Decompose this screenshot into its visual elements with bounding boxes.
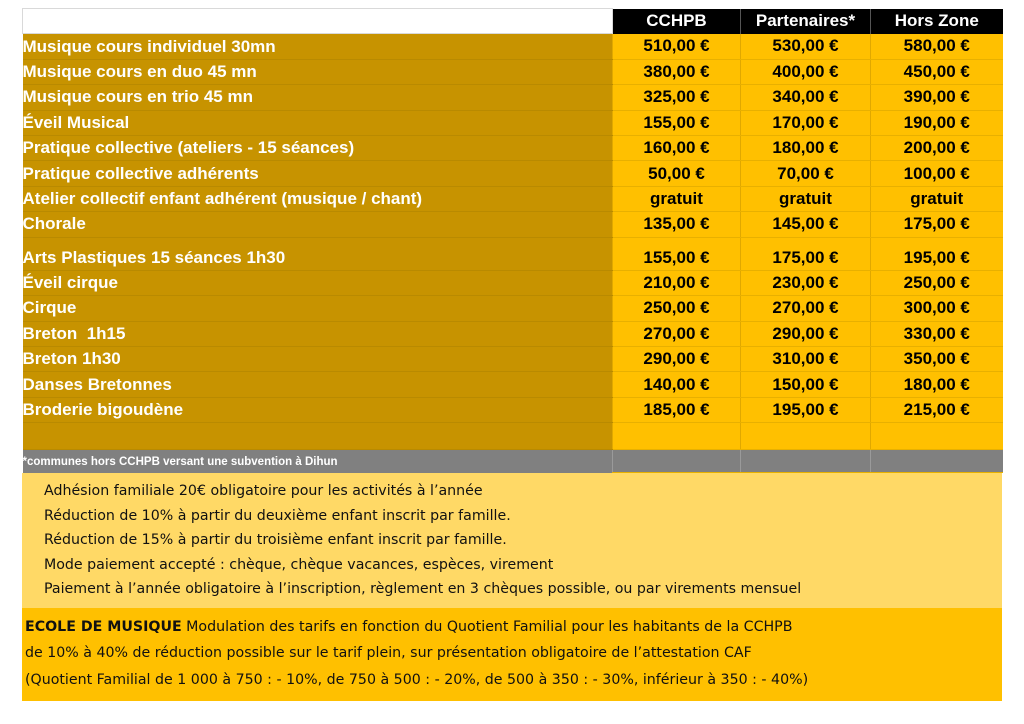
info-line: Réduction de 10% à partir du deuxième enfant inscrit par famille. [44, 507, 511, 524]
info-line: Paiement à l’année obligatoire à l’inscription, règlement en 3 chèques possible, ou par virements mensuel [44, 581, 802, 598]
header-row [23, 9, 1003, 34]
table-row [23, 321, 1003, 346]
table-row [23, 270, 1003, 295]
table-row [23, 296, 1003, 321]
price-hors-zone: 200,00 € [871, 135, 1003, 160]
price-cchpb: 135,00 € [613, 212, 741, 237]
table-row [23, 372, 1003, 397]
price-partenaires: 400,00 € [741, 59, 871, 84]
price-hors-zone: 180,00 € [871, 372, 1003, 397]
price-hors-zone: 215,00 € [871, 397, 1003, 422]
activity-name: Breton 1h30 [23, 347, 613, 372]
spacer-cell [871, 237, 1003, 246]
price-hors-zone: 350,00 € [871, 347, 1003, 372]
footnote-cell [613, 450, 741, 473]
activity-name: Pratique collective (ateliers - 15 séances) [23, 135, 613, 160]
footnote-text: *communes hors CCHPB versant une subvention à Dihun [23, 450, 613, 473]
price-cchpb: 510,00 € [613, 34, 741, 59]
price-cchpb: 50,00 € [613, 161, 741, 186]
info-box [22, 473, 1002, 608]
table-row [23, 161, 1003, 186]
price-hors-zone: 195,00 € [871, 246, 1003, 271]
footnote-row [23, 450, 1003, 473]
tariff-table [22, 8, 1003, 473]
spacer-row [23, 237, 1003, 246]
music-line-2: de 10% à 40% de réduction possible sur le tarif plein, sur présentation obligatoire de l’attestation CAF [25, 645, 752, 662]
spacer-cell [871, 423, 1003, 450]
price-cchpb: gratuit [613, 186, 741, 211]
price-cchpb: 380,00 € [613, 59, 741, 84]
price-partenaires: 270,00 € [741, 296, 871, 321]
price-hors-zone: 100,00 € [871, 161, 1003, 186]
music-school-title: ECOLE DE MUSIQUE [25, 618, 182, 635]
spacer-cell [613, 237, 741, 246]
info-line: Réduction de 15% à partir du troisième enfant inscrit par famille. [44, 532, 507, 549]
footnote-cell [741, 450, 871, 473]
price-partenaires: 145,00 € [741, 212, 871, 237]
price-partenaires: 195,00 € [741, 397, 871, 422]
price-cchpb: 160,00 € [613, 135, 741, 160]
activity-name: Breton 1h15 [23, 321, 613, 346]
activity-name: Atelier collectif enfant adhérent (musique / chant) [23, 186, 613, 211]
spacer-cell [23, 237, 613, 246]
column-header-hors-zone: Hors Zone [871, 9, 1003, 34]
price-partenaires: 290,00 € [741, 321, 871, 346]
price-cchpb: 290,00 € [613, 347, 741, 372]
table-row [23, 85, 1003, 110]
price-partenaires: 180,00 € [741, 135, 871, 160]
table-row [23, 59, 1003, 84]
footnote-cell [871, 450, 1003, 473]
price-cchpb: 155,00 € [613, 246, 741, 271]
price-partenaires: 170,00 € [741, 110, 871, 135]
table-row [23, 397, 1003, 422]
activity-name: Musique cours en trio 45 mn [23, 85, 613, 110]
price-hors-zone: 190,00 € [871, 110, 1003, 135]
activity-name: Éveil Musical [23, 110, 613, 135]
activity-name: Musique cours en duo 45 mn [23, 59, 613, 84]
price-hors-zone: 330,00 € [871, 321, 1003, 346]
activity-name: Éveil cirque [23, 270, 613, 295]
price-partenaires: gratuit [741, 186, 871, 211]
table-row [23, 135, 1003, 160]
music-line-1-text: Modulation des tarifs en fonction du Quotient Familial pour les habitants de la CCHPB [181, 618, 793, 635]
info-line: Adhésion familiale 20€ obligatoire pour les activités à l’année [44, 483, 483, 500]
price-hors-zone: 450,00 € [871, 59, 1003, 84]
price-partenaires: 310,00 € [741, 347, 871, 372]
activity-name: Pratique collective adhérents [23, 161, 613, 186]
column-header-partenaires: Partenaires* [741, 9, 871, 34]
table-row [23, 246, 1003, 271]
price-hors-zone: 300,00 € [871, 296, 1003, 321]
price-hors-zone: 580,00 € [871, 34, 1003, 59]
spacer-row [23, 423, 1003, 450]
price-partenaires: 530,00 € [741, 34, 871, 59]
activity-name: Musique cours individuel 30mn [23, 34, 613, 59]
activity-name: Broderie bigoudène [23, 397, 613, 422]
spacer-cell [23, 423, 613, 450]
price-cchpb: 140,00 € [613, 372, 741, 397]
table-row [23, 347, 1003, 372]
price-cchpb: 250,00 € [613, 296, 741, 321]
price-partenaires: 150,00 € [741, 372, 871, 397]
price-partenaires: 230,00 € [741, 270, 871, 295]
music-line-1 [25, 614, 1002, 641]
price-hors-zone: 175,00 € [871, 212, 1003, 237]
price-cchpb: 270,00 € [613, 321, 741, 346]
price-partenaires: 175,00 € [741, 246, 871, 271]
activity-name: Danses Bretonnes [23, 372, 613, 397]
price-cchpb: 210,00 € [613, 270, 741, 295]
spacer-cell [741, 237, 871, 246]
spacer-cell [741, 423, 871, 450]
table-row [23, 34, 1003, 59]
price-hors-zone: gratuit [871, 186, 1003, 211]
price-cchpb: 155,00 € [613, 110, 741, 135]
column-header-cchpb: CCHPB [613, 9, 741, 34]
info-line: Mode paiement accepté : chèque, chèque vacances, espèces, virement [44, 556, 554, 573]
price-partenaires: 340,00 € [741, 85, 871, 110]
activity-name: Chorale [23, 212, 613, 237]
price-cchpb: 325,00 € [613, 85, 741, 110]
tariff-sheet [22, 8, 1002, 701]
header-blank-cell [23, 9, 613, 34]
price-cchpb: 185,00 € [613, 397, 741, 422]
table-row [23, 212, 1003, 237]
spacer-cell [613, 423, 741, 450]
music-line-3: (Quotient Familial de 1 000 à 750 : - 10%, de 750 à 500 : - 20%, de 500 à 350 : - 30%, inférieur à 350 : - 40%) [25, 671, 809, 688]
price-hors-zone: 390,00 € [871, 85, 1003, 110]
table-row [23, 186, 1003, 211]
table-row [23, 110, 1003, 135]
price-partenaires: 70,00 € [741, 161, 871, 186]
price-hors-zone: 250,00 € [871, 270, 1003, 295]
activity-name: Cirque [23, 296, 613, 321]
music-school-box [22, 608, 1002, 702]
activity-name: Arts Plastiques 15 séances 1h30 [23, 246, 613, 271]
